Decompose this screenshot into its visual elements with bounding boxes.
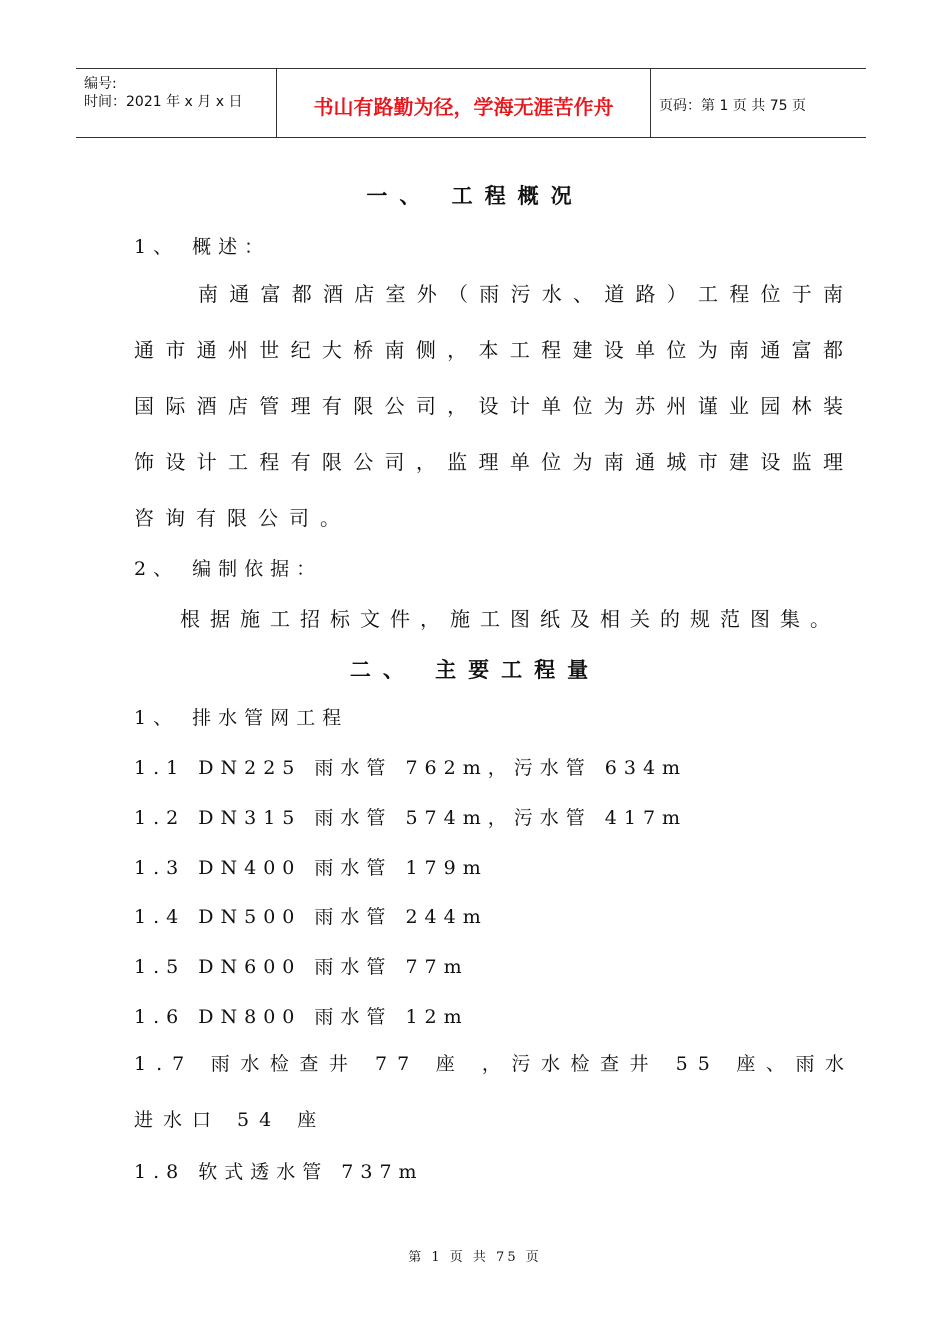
subsection-drainage-title: 1、 排水管网工程 <box>134 707 349 729</box>
time-label: 时间：2021 年 x 月 x 日 <box>84 94 243 110</box>
quantity-item-drain-pipe: 1.8 软式透水管 737m <box>134 1161 424 1183</box>
page-footer: 第 1 页 共 75 页 <box>408 1250 542 1265</box>
section-2-title: 二、 主要工程量 <box>349 657 601 682</box>
section-1-title: 一、 工程概况 <box>366 183 584 208</box>
quantity-item: 1.6 DN800 雨水管 12m <box>134 1006 469 1028</box>
quantity-item: 1.4 DN500 雨水管 244m <box>134 906 488 928</box>
subsection-overview-title: 1、 概述： <box>134 236 271 258</box>
page-number-cell <box>651 69 866 137</box>
document-header <box>76 68 866 138</box>
quantity-item: 1.1 DN225 雨水管 762m，污水管 634m <box>134 757 688 779</box>
motto-cell <box>277 69 651 137</box>
quantity-item: 1.5 DN600 雨水管 77m <box>134 956 469 978</box>
basis-paragraph: 根据施工招标文件，施工图纸及相关的规范图集。 <box>180 607 840 631</box>
subsection-basis-title: 2、 编制依据： <box>134 558 323 580</box>
quantity-item-wells: 1.7 雨水检查井 77 座 ，污水检查井 55 座、雨水进水口 54 座 <box>134 1053 854 1131</box>
page-number-label: 页码：第 1 页 共 75 页 <box>659 98 806 114</box>
motto-text: 书山有路勤为径，学海无涯苦作舟 <box>313 95 614 119</box>
header-info-cell <box>76 69 277 137</box>
serial-number-label: 编号: <box>84 76 117 92</box>
overview-paragraph: 南通富都酒店室外（雨污水、道路）工程位于南通市通州世纪大桥南侧，本工程建设单位为南通富都国际酒店管理有限公司，设计单位为苏州谨业园林装饰设计工程有限公司，监理单位为南通城市建设监理咨询有限公司。 <box>134 282 854 530</box>
quantity-item: 1.2 DN315 雨水管 574m，污水管 417m <box>134 807 688 829</box>
quantity-item: 1.3 DN400 雨水管 179m <box>134 857 488 879</box>
